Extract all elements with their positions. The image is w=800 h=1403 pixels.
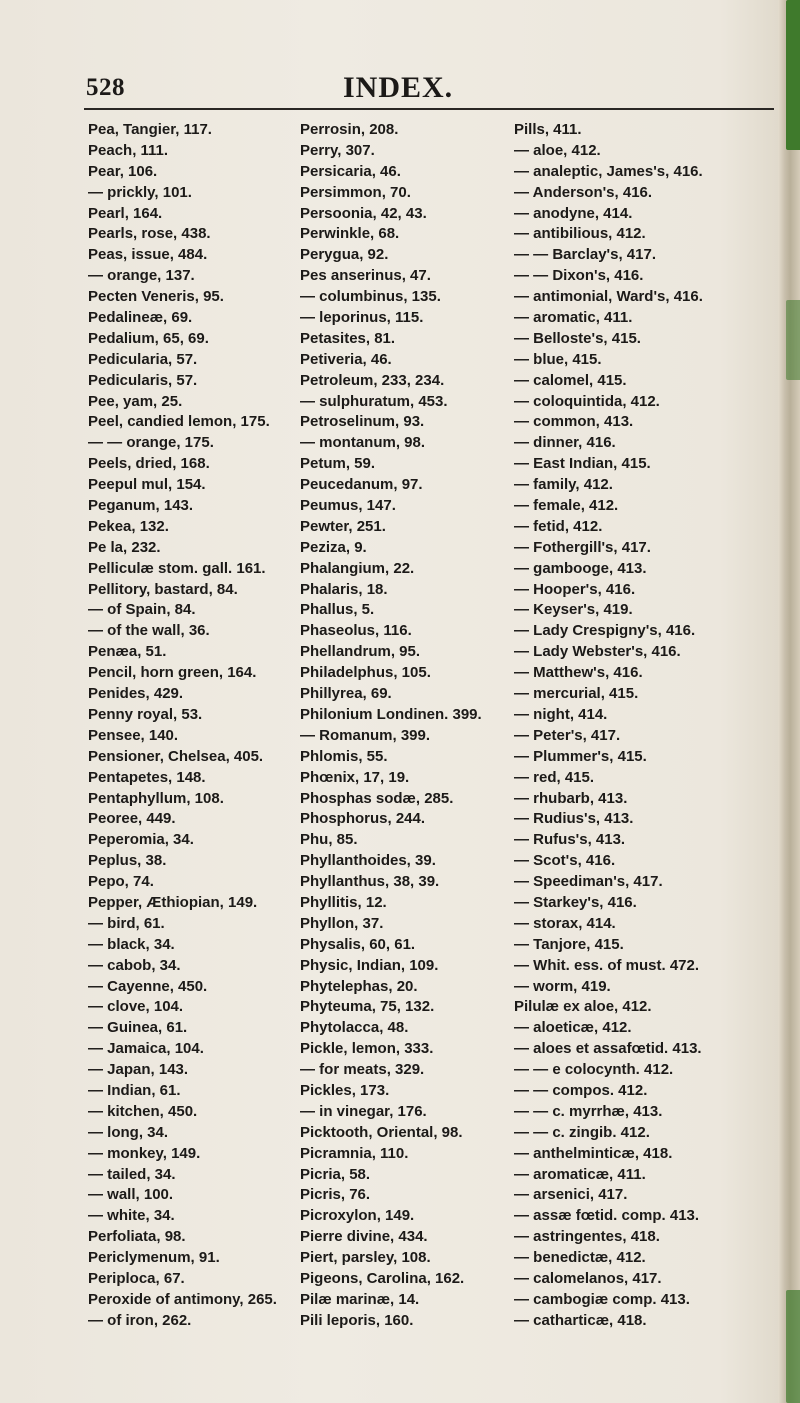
index-entry: — orange, 137. (88, 267, 195, 285)
index-entry: Pepper, Æthiopian, 149. (88, 893, 258, 911)
index-entry: Pedicularia, 57. (88, 350, 198, 368)
index-entry: — aromatic, 411. (514, 309, 633, 327)
index-entry: Petasites, 81. (300, 329, 396, 347)
index-entry: Pelliculæ stom. gall. 161. (88, 559, 266, 577)
index-entry: Pilæ marinæ, 14. (300, 1290, 420, 1308)
index-entry: — assæ fœtid. comp. 413. (514, 1207, 700, 1225)
index-entry: — cabob, 34. (88, 956, 181, 974)
index-entry: — mercurial, 415. (514, 685, 639, 703)
index-entry: Penides, 429. (88, 685, 184, 703)
index-entry: — for meats, 329. (300, 1061, 425, 1079)
index-entry: Philonium Londinen. 399. (300, 705, 482, 723)
index-entry: Peels, dried, 168. (88, 455, 210, 473)
index-entry: — Scot's, 416. (514, 852, 616, 870)
index-entry: — Speediman's, 417. (514, 873, 663, 891)
index-entry: — bird, 61. (88, 914, 165, 932)
index-entry: — Lady Crespigny's, 416. (514, 622, 696, 640)
index-entry: — blue, 415. (514, 350, 602, 368)
index-entry: Phalaris, 18. (300, 580, 388, 598)
index-entry: — Tanjore, 415. (514, 935, 624, 953)
index-entry: Pencil, horn green, 164. (88, 664, 257, 682)
index-entry: Pilulæ ex aloe, 412. (514, 998, 652, 1016)
index-entry: — black, 34. (88, 935, 175, 953)
index-entry: — Plummer's, 415. (514, 747, 647, 765)
index-entry: Pellitory, bastard, 84. (88, 580, 238, 598)
index-entry: Perwinkle, 68. (300, 225, 400, 243)
index-entry: Pecten Veneris, 95. (88, 288, 224, 306)
index-entry: Pe la, 232. (88, 538, 161, 556)
index-entry: — anodyne, 414. (514, 204, 633, 222)
index-entry: — tailed, 34. (88, 1165, 176, 1183)
index-entry: — Cayenne, 450. (88, 977, 208, 995)
index-entry: Pentaphyllum, 108. (88, 789, 224, 807)
index-entry: Piert, parsley, 108. (300, 1249, 431, 1267)
index-entry: — sulphuratum, 453. (300, 392, 448, 410)
index-entry: — Guinea, 61. (88, 1019, 188, 1037)
index-entry: Pee, yam, 25. (88, 392, 183, 410)
index-entry: — calomelanos, 417. (514, 1269, 662, 1287)
page-edge (778, 0, 800, 1403)
index-column-1 (88, 120, 277, 1332)
index-entry: Pigeons, Carolina, 162. (300, 1269, 465, 1287)
index-entry: — storax, 414. (514, 914, 616, 932)
index-entry: — — c. zingib. 412. (514, 1123, 650, 1141)
index-entry: — Hooper's, 416. (514, 580, 636, 598)
index-entry: Periploca, 67. (88, 1269, 185, 1287)
index-entry: Persoonia, 42, 43. (300, 204, 427, 222)
index-entry: — montanum, 98. (300, 434, 426, 452)
index-entry: Pewter, 251. (300, 517, 386, 535)
index-entry: — in vinegar, 176. (300, 1102, 427, 1120)
index-entry: Peach, 111. (88, 141, 169, 159)
index-entry: — white, 34. (88, 1207, 175, 1225)
index-entry: Perry, 307. (300, 141, 375, 159)
index-entry: Peoree, 449. (88, 810, 176, 828)
index-entry: — Rudius's, 413. (514, 810, 634, 828)
index-entry: Peepul mul, 154. (88, 476, 206, 494)
index-entry: — clove, 104. (88, 998, 184, 1016)
index-entry: Physic, Indian, 109. (300, 956, 439, 974)
index-entry: — Whit. ess. of must. 472. (514, 956, 700, 974)
index-entry: — gambooge, 413. (514, 559, 647, 577)
index-entry: — Starkey's, 416. (514, 893, 637, 911)
index-entry: Peel, candied lemon, 175. (88, 413, 270, 431)
index-entry: — red, 415. (514, 768, 595, 786)
index-entry: — Matthew's, 416. (514, 664, 643, 682)
index-entry: — — compos. 412. (514, 1081, 648, 1099)
index-entry: Petum, 59. (300, 455, 376, 473)
index-entry: Pills, 411. (514, 121, 582, 138)
index-entry: — Peter's, 417. (514, 726, 621, 744)
index-entry: Phosphorus, 244. (300, 810, 426, 828)
index-entry: — catharticæ, 418. (514, 1311, 647, 1329)
index-entry: Picramnia, 110. (300, 1144, 409, 1162)
index-entry: Pierre divine, 434. (300, 1228, 428, 1246)
index-entry: Phlomis, 55. (300, 747, 388, 765)
index-entry: Pickle, lemon, 333. (300, 1040, 434, 1058)
page-number: 528 (86, 74, 125, 101)
index-entry: — Lady Webster's, 416. (514, 643, 681, 661)
index-entry: Petroselinum, 93. (300, 413, 425, 431)
index-entry: Pes anserinus, 47. (300, 267, 431, 285)
index-entry: — antimonial, Ward's, 416. (514, 288, 703, 306)
index-entry: — — e colocynth. 412. (514, 1061, 674, 1079)
index-entry: Pili leporis, 160. (300, 1311, 414, 1329)
index-entry: Peas, issue, 484. (88, 246, 208, 264)
index-entry: Periclymenum, 91. (88, 1249, 220, 1267)
index-entry: — aloe, 412. (514, 141, 601, 159)
index-entry: — — orange, 175. (88, 434, 214, 452)
index-column-3 (514, 120, 703, 1332)
index-entry: Phu, 85. (300, 831, 358, 849)
index-entry: — rhubarb, 413. (514, 789, 628, 807)
index-entry: Phalangium, 22. (300, 559, 415, 577)
index-entry: — Fothergill's, 417. (514, 538, 651, 556)
index-entry: Pearls, rose, 438. (88, 225, 211, 243)
index-entry: Phytelephas, 20. (300, 977, 418, 995)
index-entry: Peroxide of antimony, 265. (88, 1290, 277, 1308)
index-entry: Peucedanum, 97. (300, 476, 423, 494)
index-entry: Persimmon, 70. (300, 183, 411, 201)
index-entry: — benedictæ, 412. (514, 1249, 646, 1267)
index-entry: Phyllanthoides, 39. (300, 852, 436, 870)
header-rule (84, 108, 774, 110)
index-entry: — worm, 419. (514, 977, 611, 995)
index-entry: — analeptic, James's, 416. (514, 162, 703, 180)
index-entry: — arsenici, 417. (514, 1186, 628, 1204)
index-entry: — common, 413. (514, 413, 634, 431)
page-edge-tab (786, 300, 800, 380)
index-entry: Petiveria, 46. (300, 350, 392, 368)
index-entry: — Japan, 143. (88, 1061, 189, 1079)
index-entry: Pensioner, Chelsea, 405. (88, 747, 264, 765)
index-entry: Peziza, 9. (300, 538, 367, 556)
index-entry: — cambogiæ comp. 413. (514, 1290, 690, 1308)
index-entry: Phytolacca, 48. (300, 1019, 409, 1037)
index-entry: Phillyrea, 69. (300, 685, 392, 703)
index-entry: Peganum, 143. (88, 497, 194, 515)
index-entry: Phyteuma, 75, 132. (300, 998, 435, 1016)
index-entry: Phœnix, 17, 19. (300, 768, 410, 786)
page-title: INDEX. (343, 71, 454, 104)
index-entry: Pearl, 164. (88, 204, 163, 222)
index-entry: — — Barclay's, 417. (514, 246, 656, 264)
index-entry: Pentapetes, 148. (88, 768, 206, 786)
index-entry: Pedalineæ, 69. (88, 309, 193, 327)
index-entry: Petroleum, 233, 234. (300, 371, 445, 389)
index-entry: Pear, 106. (88, 162, 158, 180)
page-edge-tab (786, 1290, 800, 1403)
index-entry: Pea, Tangier, 117. (88, 121, 212, 138)
index-entry: — Anderson's, 416. (514, 183, 653, 201)
index-entry: — astringentes, 418. (514, 1228, 660, 1246)
index-entry: — columbinus, 135. (300, 288, 441, 306)
index-entry: Picria, 58. (300, 1165, 371, 1183)
index-entry: Perrosin, 208. (300, 121, 399, 138)
index-entry: Phellandrum, 95. (300, 643, 421, 661)
index-entry: Pekea, 132. (88, 517, 169, 535)
index-entry: — fetid, 412. (514, 517, 603, 535)
page-edge-tab (786, 0, 800, 150)
index-entry: — monkey, 149. (88, 1144, 201, 1162)
index-entry: — long, 34. (88, 1123, 169, 1141)
index-entry: Pickles, 173. (300, 1081, 390, 1099)
index-entry: Picris, 76. (300, 1186, 371, 1204)
index-entry: — Keyser's, 419. (514, 601, 633, 619)
index-entry: — family, 412. (514, 476, 613, 494)
index-entry: Phallus, 5. (300, 601, 375, 619)
index-entry: Perygua, 92. (300, 246, 389, 264)
index-entry: Phaseolus, 116. (300, 622, 412, 640)
index-entry: — — c. myrrhæ, 413. (514, 1102, 663, 1120)
index-entry: Phosphas sodæ, 285. (300, 789, 454, 807)
index-entry: Perfoliata, 98. (88, 1228, 186, 1246)
index-entry: — Romanum, 399. (300, 726, 431, 744)
index-entry: — Indian, 61. (88, 1081, 181, 1099)
index-entry: — anthelminticæ, 418. (514, 1144, 673, 1162)
index-entry: — dinner, 416. (514, 434, 616, 452)
index-entry: Peperomia, 34. (88, 831, 194, 849)
index-entry: — aromaticæ, 411. (514, 1165, 646, 1183)
index-entry: Picroxylon, 149. (300, 1207, 415, 1225)
index-entry: Peplus, 38. (88, 852, 167, 870)
index-entry: Phyllon, 37. (300, 914, 384, 932)
index-entry: — Jamaica, 104. (88, 1040, 204, 1058)
index-entry: Peumus, 147. (300, 497, 396, 515)
index-entry: Pepo, 74. (88, 873, 154, 891)
index-entry: — kitchen, 450. (88, 1102, 198, 1120)
index-entry: — wall, 100. (88, 1186, 174, 1204)
index-entry: Physalis, 60, 61. (300, 935, 416, 953)
index-entry: — calomel, 415. (514, 371, 627, 389)
index-entry: — night, 414. (514, 705, 608, 723)
index-entry: Picktooth, Oriental, 98. (300, 1123, 463, 1141)
index-entry: Philadelphus, 105. (300, 664, 431, 682)
index-entry: — Belloste's, 415. (514, 329, 641, 347)
index-entry: — aloeticæ, 412. (514, 1019, 632, 1037)
index-entry: — aloes et assafœtid. 413. (514, 1040, 702, 1058)
index-entry: — Rufus's, 413. (514, 831, 626, 849)
index-entry: — of iron, 262. (88, 1311, 192, 1329)
index-entry: Pedalium, 65, 69. (88, 329, 209, 347)
index-entry: Persicaria, 46. (300, 162, 401, 180)
index-entry: Phyllitis, 12. (300, 893, 387, 911)
index-entry: — coloquintida, 412. (514, 392, 660, 410)
index-entry: Pedicularis, 57. (88, 371, 198, 389)
index-entry: — East Indian, 415. (514, 455, 651, 473)
index-entry: Penny royal, 53. (88, 705, 203, 723)
index-entry: — of Spain, 84. (88, 601, 196, 619)
index-entry: Penæa, 51. (88, 643, 167, 661)
index-column-2 (300, 120, 482, 1332)
index-entry: — of the wall, 36. (88, 622, 210, 640)
index-entry: — prickly, 101. (88, 183, 192, 201)
index-entry: — female, 412. (514, 497, 619, 515)
index-entry: — — Dixon's, 416. (514, 267, 644, 285)
index-entry: — antibilious, 412. (514, 225, 646, 243)
index-entry: — leporinus, 115. (300, 309, 424, 327)
index-entry: Pensee, 140. (88, 726, 179, 744)
index-entry: Phyllanthus, 38, 39. (300, 873, 440, 891)
